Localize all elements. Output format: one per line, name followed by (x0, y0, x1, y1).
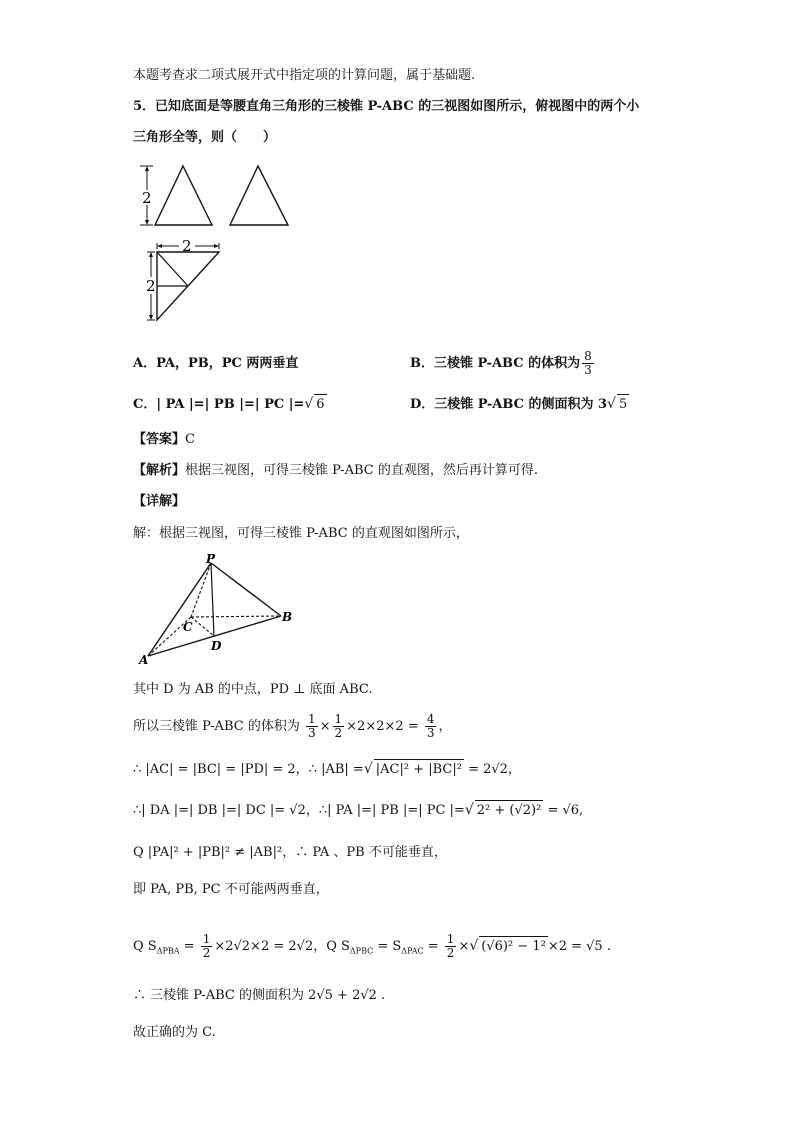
question-line-2: 三角形全等，则（ ） (133, 130, 277, 145)
question-text-1: 已知底面是等腰直角三角形的三棱锥 P-ABC 的三视图如图所示，俯视图中的两个小 (155, 99, 640, 114)
option-b-den: 3 (584, 363, 592, 377)
edge-pa (148, 563, 211, 656)
option-a: A．PA，PB，PC 两两垂直 (133, 356, 299, 371)
label-a: A (139, 653, 149, 667)
intro-text: 本题考查求二项式展开式中指定项的计算问题，属于基础题. (133, 68, 476, 83)
label-p: P (206, 553, 216, 566)
edge-cd (191, 617, 214, 636)
area-sub-2: ΔPBC (349, 946, 374, 956)
solution-line-10: 故正确的为 C. (133, 1025, 216, 1040)
analysis-line (133, 461, 538, 481)
solution-line-6: Q |PA|² + |PB|² ≠ |AB|²，∴ PA 、PB 不可能垂直， (133, 845, 447, 860)
edge-pd (211, 563, 214, 636)
answer-tag: 【答案】 (133, 432, 186, 447)
area-sub-1: ΔPBA (156, 946, 180, 956)
answer-value: C (185, 432, 195, 447)
ab-length-text: ∴ |AC| = |BC| = |PD| = 2，∴ |AB| = (133, 762, 364, 777)
detail-tag: 【详解】 (133, 494, 186, 509)
volume-text: 所以三棱锥 P-ABC 的体积为 (133, 719, 300, 734)
option-b-text: B．三棱锥 P-ABC 的体积为 (410, 356, 581, 371)
solution-line-8: Q $S_{\Delta PBA}$ = $\frac{1}{2}$ ×2√2×2 = 2√2，Q $S_{\Delta PBC} = S_{\Delta PAC}$ = $\frac{1}{2}$ ×√ (√6)² − 1² ×2 = √5 . (133, 932, 611, 960)
solution-line-1: 解：根据三视图，可得三棱锥 P-ABC 的直观图如图所示， (133, 526, 469, 541)
edge-pc (191, 563, 211, 617)
option-c-radicand: 6 (314, 394, 326, 415)
dim-front-height: 2 (142, 189, 152, 207)
label-b: B (282, 610, 293, 624)
area-label-1: Q S (133, 939, 157, 954)
question-number: 5． (133, 99, 156, 114)
option-d-text: D．三棱锥 P-ABC 的侧面积为 3 (410, 397, 608, 412)
option-d-radicand: 5 (617, 394, 629, 415)
dim-top-height: 2 (146, 277, 156, 295)
pa-length-text: ∴| DA |=| DB |=| DC |= √2，∴| PA |=| PB |=| PC |= (133, 803, 465, 818)
option-b-num: 8 (584, 349, 592, 363)
pyramid-figure (135, 553, 300, 671)
dim-top-width: 2 (182, 237, 192, 255)
front-view-triangle (155, 166, 212, 225)
ab-radicand: |AC|² + |BC|² (374, 759, 464, 780)
edge-cb (191, 616, 281, 617)
label-c: C (183, 620, 193, 634)
pa-radicand: 2² + (√2)² (475, 800, 544, 821)
option-c: C．| PA |=| PB |=| PC |=√ 6 (133, 394, 327, 415)
area-sub-3: ΔPAC (401, 946, 424, 956)
label-d: D (211, 639, 222, 653)
area-eq: = S (377, 939, 402, 954)
area-times: × (458, 939, 470, 954)
area-result: ×2 = √5 . (547, 939, 611, 954)
solution-line-9: ∴ 三棱锥 P-ABC 的侧面积为 2√5 + 2√2 . (133, 988, 386, 1003)
option-b (410, 350, 596, 377)
analysis-tag: 【解析】 (133, 463, 186, 478)
analysis-text: 根据三视图，可得三棱锥 P-ABC 的直观图，然后再计算可得. (185, 463, 538, 478)
solution-line-5: ∴| DA |=| DB |=| DC |= √2，∴| PA |=| PB |=| PC |=√ 2² + (√2)² = √6, (133, 800, 583, 821)
volume-mid: ×2×2×2 = (346, 719, 419, 734)
ab-result: = 2√2， (468, 762, 521, 777)
area-text-1: ×2√2×2 = 2√2，Q S (214, 939, 350, 954)
option-d: D．三棱锥 P-ABC 的侧面积为 3√ 5 (410, 394, 629, 415)
solution-line-4: ∴ |AC| = |BC| = |PD| = 2，∴ |AB| =√ |AC|² + |BC|² = 2√2， (133, 759, 521, 780)
area-radicand: (√6)² − 1² (479, 936, 548, 957)
side-view-triangle (230, 166, 288, 225)
answer-line (133, 430, 195, 450)
solution-line-7: 即 PA, PB, PC 不可能两两垂直， (133, 882, 329, 897)
solution-line-2: 其中 D 为 AB 的中点，PD ⊥ 底面 ABC. (133, 682, 373, 697)
three-view-figure (135, 160, 305, 326)
edge-pb (211, 563, 281, 616)
solution-line-3: 所以三棱锥 P-ABC 的体积为 $\frac{1}{3}$ × $\frac{1}{2}$ ×2×2×2 = $\frac{4}{3}$ ， (133, 712, 452, 740)
option-c-text: C．| PA |=| PB |=| PC |= (133, 397, 305, 412)
question-line-1 (133, 97, 639, 117)
option-b-fraction (582, 350, 594, 377)
pa-result: = √6, (547, 803, 584, 818)
